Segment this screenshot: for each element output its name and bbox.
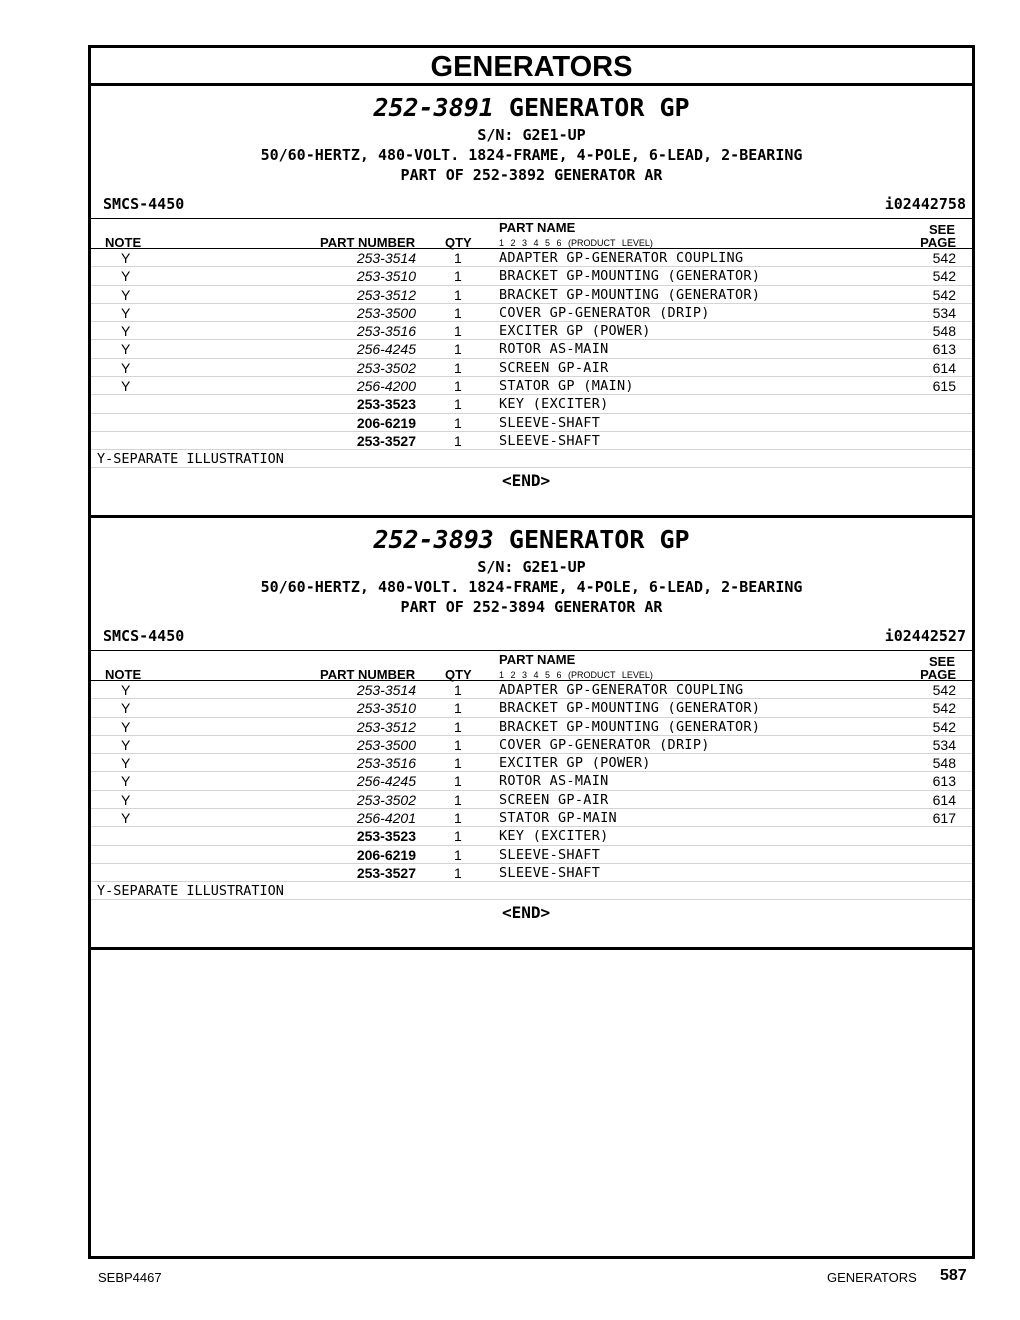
part-number-cell: 256-4245 (356, 341, 416, 358)
part-name-cell: SLEEVE-SHAFT (499, 864, 601, 881)
footnote: Y-SEPARATE ILLUSTRATION (91, 450, 972, 468)
part-number-cell: 253-3516 (356, 755, 416, 772)
description: 50/60-HERTZ, 480-VOLT. 1824-FRAME, 4-POLE, 6-LEAD, 2-BEARING (260, 578, 803, 596)
part-name-cell: ROTOR AS-MAIN (499, 341, 609, 358)
qty-cell: 1 (454, 378, 462, 395)
part-number-cell: 253-3502 (356, 359, 416, 376)
note-cell: Y (121, 286, 131, 303)
part-name-cell: BRACKET GP-MOUNTING (GENERATOR) (499, 286, 761, 303)
qty-cell: 1 (454, 250, 462, 266)
qty-cell: 1 (454, 810, 462, 827)
part-number-cell: 253-3512 (356, 718, 416, 735)
qty-cell: 1 (454, 359, 462, 376)
qty-cell: 1 (454, 414, 462, 431)
see-page-cell: 615 (932, 378, 956, 395)
section-title (91, 86, 972, 125)
section-title (91, 518, 972, 557)
col-note: NOTE (105, 235, 142, 250)
smcs-code: SMCS-4450 (103, 195, 185, 213)
qty-cell: 1 (454, 755, 462, 772)
table-row (91, 681, 972, 699)
see-page-cell: 542 (932, 700, 956, 717)
part-name-cell: BRACKET GP-MOUNTING (GENERATOR) (499, 268, 761, 285)
table-row (91, 772, 972, 790)
col-part-name: PART NAME (499, 220, 576, 235)
table-row (91, 736, 972, 754)
part-name-cell: COVER GP-GENERATOR (DRIP) (499, 304, 710, 321)
see-page-cell: 534 (932, 304, 956, 321)
col-page: PAGE (920, 667, 956, 682)
document-number: SEBP4467 (98, 1270, 162, 1285)
part-name-cell: ROTOR AS-MAIN (499, 773, 609, 790)
note-cell: Y (121, 323, 131, 340)
parts-table (91, 249, 972, 450)
qty-cell: 1 (454, 323, 462, 340)
part-number-cell: 253-3527 (356, 432, 416, 449)
qty-cell: 1 (454, 268, 462, 285)
part-name-cell: BRACKET GP-MOUNTING (GENERATOR) (499, 718, 761, 735)
col-see: SEE (928, 222, 955, 237)
see-page-cell: 542 (932, 268, 956, 285)
qty-cell: 1 (454, 304, 462, 321)
table-row (91, 827, 972, 845)
see-page-cell: 613 (932, 341, 956, 358)
section-1 (91, 86, 972, 518)
part-number-cell: 253-3500 (356, 736, 416, 753)
part-number-cell: 253-3514 (356, 250, 416, 266)
see-page-cell: 534 (932, 736, 956, 753)
see-page-cell: 542 (932, 286, 956, 303)
note-cell: Y (121, 378, 131, 395)
qty-cell: 1 (454, 773, 462, 790)
note-cell: Y (121, 810, 131, 827)
note-cell: Y (121, 341, 131, 358)
part-name-cell: KEY (EXCITER) (499, 396, 609, 413)
page-footer (0, 1262, 1020, 1292)
section-title-name: GENERATOR GP (493, 525, 690, 554)
section-title-part-number: 252-3893 (373, 525, 494, 554)
col-product-levels: 1 2 3 4 5 6 (PRODUCT LEVEL) (499, 238, 653, 248)
part-name-cell: ADAPTER GP-GENERATOR COUPLING (499, 250, 744, 266)
footnote: Y-SEPARATE ILLUSTRATION (91, 882, 972, 900)
note-cell: Y (121, 755, 131, 772)
note-cell: Y (121, 736, 131, 753)
part-number-cell: 253-3516 (356, 323, 416, 340)
part-number-cell: 253-3527 (356, 864, 416, 881)
part-number-cell: 253-3510 (356, 268, 416, 285)
info-id: i02442758 (884, 195, 966, 213)
part-name-cell: SCREEN GP-AIR (499, 791, 609, 808)
qty-cell: 1 (454, 718, 462, 735)
see-page-cell: 542 (932, 682, 956, 698)
note-cell: Y (121, 718, 131, 735)
part-number-cell: 253-3500 (356, 304, 416, 321)
col-note: NOTE (105, 667, 142, 682)
part-name-cell: SLEEVE-SHAFT (499, 432, 601, 449)
smcs-row (91, 617, 972, 651)
part-of: PART OF 252-3894 GENERATOR AR (400, 598, 663, 616)
table-row (91, 846, 972, 864)
part-of: PART OF 252-3892 GENERATOR AR (400, 166, 663, 184)
col-part-number: PART NUMBER (320, 667, 416, 682)
qty-cell: 1 (454, 864, 462, 881)
section-title-name: GENERATOR GP (493, 93, 690, 122)
table-row (91, 414, 972, 432)
table-row (91, 249, 972, 267)
see-page-cell: 614 (932, 791, 956, 808)
qty-cell: 1 (454, 341, 462, 358)
page-frame (88, 45, 975, 1259)
see-page-cell: 617 (932, 810, 956, 827)
smcs-code: SMCS-4450 (103, 627, 185, 645)
part-name-cell: EXCITER GP (POWER) (499, 323, 651, 340)
table-row (91, 322, 972, 340)
part-name-cell: KEY (EXCITER) (499, 828, 609, 845)
table-row (91, 718, 972, 736)
serial-number: S/N: G2E1-UP (477, 126, 586, 144)
qty-cell: 1 (454, 432, 462, 449)
table-row (91, 791, 972, 809)
part-name-cell: ADAPTER GP-GENERATOR COUPLING (499, 682, 744, 698)
note-cell: Y (121, 268, 131, 285)
note-cell: Y (121, 682, 131, 698)
col-page: PAGE (920, 235, 956, 250)
part-number-cell: 253-3512 (356, 286, 416, 303)
col-see: SEE (928, 654, 955, 669)
part-name-cell: SLEEVE-SHAFT (499, 846, 601, 863)
section-2 (91, 518, 972, 950)
see-page-cell: 542 (932, 250, 956, 266)
part-name-cell: STATOR GP-MAIN (499, 810, 617, 827)
qty-cell: 1 (454, 682, 462, 698)
table-row (91, 864, 972, 882)
table-row (91, 809, 972, 827)
table-row (91, 699, 972, 717)
see-page-cell: 548 (932, 323, 956, 340)
footer-section-name: GENERATORS (827, 1270, 917, 1285)
table-row (91, 340, 972, 358)
part-number-cell: 253-3523 (356, 396, 416, 413)
parts-table (91, 681, 972, 882)
part-number-cell: 253-3502 (356, 791, 416, 808)
part-name-cell: SCREEN GP-AIR (499, 359, 609, 376)
part-name-cell: STATOR GP (MAIN) (499, 378, 634, 395)
description: 50/60-HERTZ, 480-VOLT. 1824-FRAME, 4-POLE, 6-LEAD, 2-BEARING (260, 146, 803, 164)
table-row (91, 754, 972, 772)
see-page-cell: 542 (932, 718, 956, 735)
col-product-levels: 1 2 3 4 5 6 (PRODUCT LEVEL) (499, 670, 653, 680)
note-cell: Y (121, 359, 131, 376)
table-row (91, 377, 972, 395)
part-number-cell: 206-6219 (356, 414, 416, 431)
qty-cell: 1 (454, 846, 462, 863)
part-name-cell: COVER GP-GENERATOR (DRIP) (499, 736, 710, 753)
col-part-number: PART NUMBER (320, 235, 416, 250)
part-number-cell: 206-6219 (356, 846, 416, 863)
table-row (91, 304, 972, 322)
note-cell: Y (121, 700, 131, 717)
section-title-part-number: 252-3891 (373, 93, 494, 122)
col-qty: QTY (445, 667, 472, 682)
part-number-cell: 256-4200 (356, 378, 416, 395)
see-page-cell: 614 (932, 359, 956, 376)
serial-number: S/N: G2E1-UP (477, 558, 586, 576)
note-cell: Y (121, 773, 131, 790)
qty-cell: 1 (454, 700, 462, 717)
qty-cell: 1 (454, 828, 462, 845)
part-number-cell: 253-3510 (356, 700, 416, 717)
qty-cell: 1 (454, 736, 462, 753)
page-number: 587 (940, 1267, 967, 1284)
note-cell: Y (121, 304, 131, 321)
table-row (91, 286, 972, 304)
table-row (91, 432, 972, 450)
part-name-cell: EXCITER GP (POWER) (499, 755, 651, 772)
info-id: i02442527 (884, 627, 966, 645)
see-page-cell: 548 (932, 755, 956, 772)
column-header (91, 651, 972, 681)
part-number-cell: 253-3523 (356, 828, 416, 845)
table-row (91, 395, 972, 413)
page-header: GENERATORS (91, 48, 972, 86)
qty-cell: 1 (454, 396, 462, 413)
end-marker: <END> (502, 903, 551, 923)
note-cell: Y (121, 791, 131, 808)
col-qty: QTY (445, 235, 472, 250)
note-cell: Y (121, 250, 131, 266)
smcs-row (91, 185, 972, 219)
part-number-cell: 253-3514 (356, 682, 416, 698)
column-header (91, 219, 972, 249)
part-number-cell: 256-4201 (356, 810, 416, 827)
part-number-cell: 256-4245 (356, 773, 416, 790)
qty-cell: 1 (454, 286, 462, 303)
end-marker: <END> (502, 471, 551, 491)
part-name-cell: SLEEVE-SHAFT (499, 414, 601, 431)
qty-cell: 1 (454, 791, 462, 808)
table-row (91, 267, 972, 285)
table-row (91, 359, 972, 377)
see-page-cell: 613 (932, 773, 956, 790)
col-part-name: PART NAME (499, 652, 576, 667)
part-name-cell: BRACKET GP-MOUNTING (GENERATOR) (499, 700, 761, 717)
